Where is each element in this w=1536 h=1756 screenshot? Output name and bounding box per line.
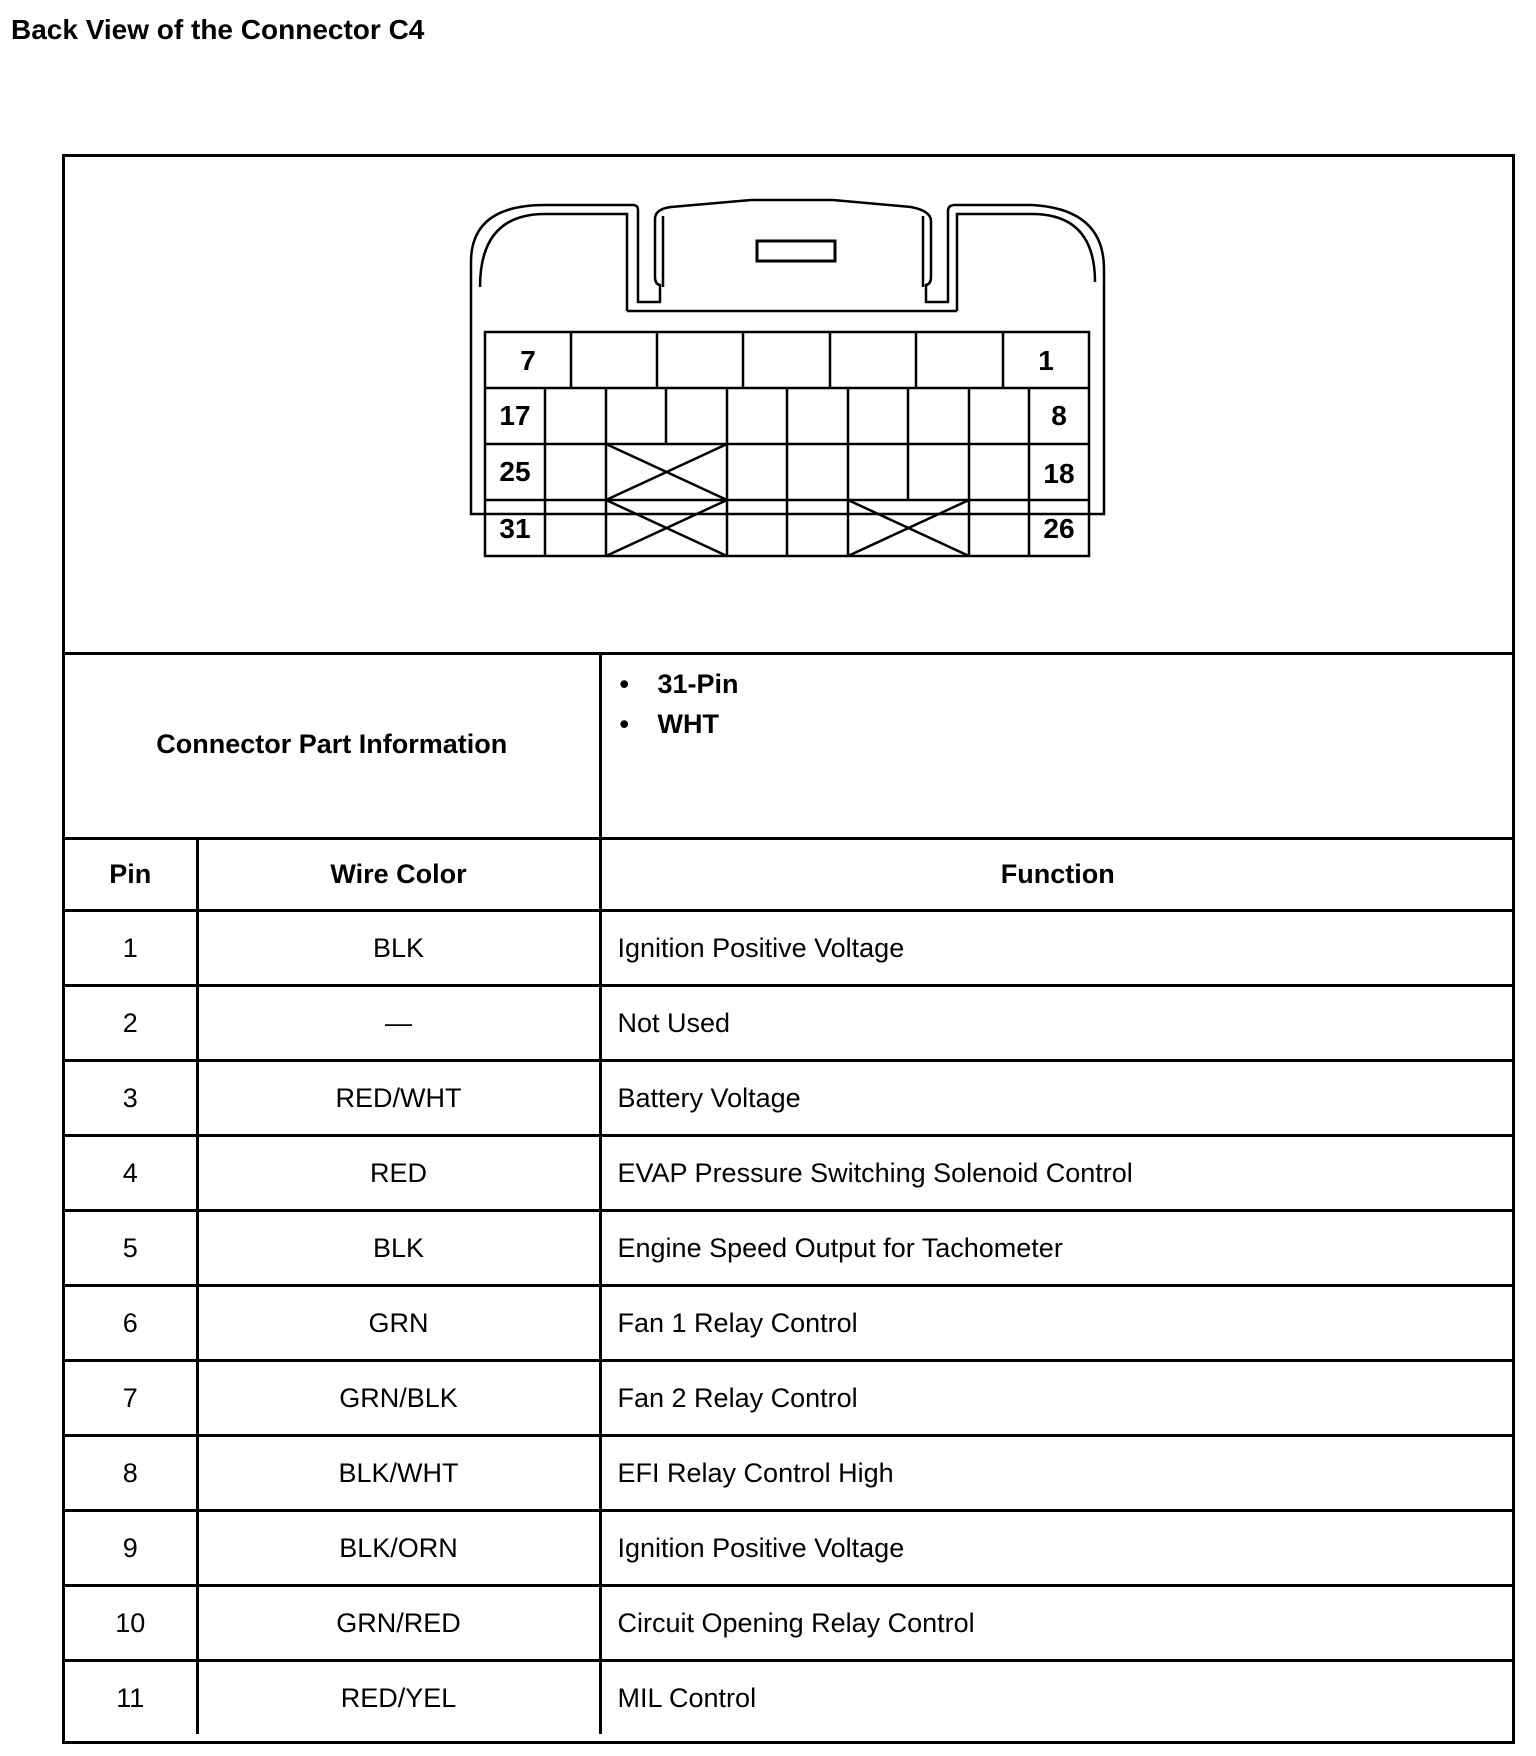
wire-color-cell: BLK/ORN — [197, 1511, 600, 1586]
pin-cell: 2 — [65, 986, 197, 1061]
bullet: • — [619, 669, 629, 699]
pin-cell: 8 — [65, 1436, 197, 1511]
part-info-item: • 31-Pin — [602, 664, 1514, 704]
table-row — [65, 1061, 1514, 1136]
table-row — [65, 1286, 1514, 1361]
connector-sheet — [62, 154, 1514, 1744]
pin-label-26: 26 — [1043, 513, 1075, 544]
function-cell: EVAP Pressure Switching Solenoid Control — [600, 1136, 1514, 1211]
wire-color-cell: RED/YEL — [197, 1661, 600, 1735]
table-row — [65, 1211, 1514, 1286]
connector-housing-inner — [480, 214, 627, 311]
wire-color-cell: BLK — [197, 911, 600, 986]
pin-cell: 5 — [65, 1211, 197, 1286]
function-cell: Circuit Opening Relay Control — [600, 1586, 1514, 1661]
table-row — [65, 1586, 1514, 1661]
table-row — [65, 1361, 1514, 1436]
bullet: • — [619, 709, 629, 739]
wire-color-cell: — — [197, 986, 600, 1061]
connector-diagram — [65, 157, 1514, 652]
page-title: Back View of the Connector C4 — [11, 14, 425, 45]
part-info-details — [600, 652, 1514, 839]
function-cell: Fan 2 Relay Control — [600, 1361, 1514, 1436]
part-info-row — [65, 652, 1514, 839]
function-cell: Ignition Positive Voltage — [600, 1511, 1514, 1586]
latch-slot — [757, 241, 835, 261]
pin-label-25: 25 — [499, 456, 531, 487]
wire-color-cell: GRN — [197, 1286, 600, 1361]
pin-label-17: 17 — [499, 400, 531, 431]
table-row — [65, 1136, 1514, 1211]
pin-cell: 10 — [65, 1586, 197, 1661]
pin-label-18: 18 — [1043, 458, 1075, 489]
table-row — [65, 986, 1514, 1061]
wire-color-cell: RED — [197, 1136, 600, 1211]
header-function: Function — [600, 839, 1514, 911]
part-info-item: • WHT — [602, 704, 1514, 744]
wire-color-cell: GRN/RED — [197, 1586, 600, 1661]
table-row — [65, 1511, 1514, 1586]
pin-label-31: 31 — [499, 513, 531, 544]
table-row — [65, 1436, 1514, 1511]
wire-color-cell: BLK — [197, 1211, 600, 1286]
function-cell: Ignition Positive Voltage — [600, 911, 1514, 986]
pin-label-7: 7 — [520, 345, 536, 376]
pin-cell: 6 — [65, 1286, 197, 1361]
pin-cell: 7 — [65, 1361, 197, 1436]
wire-color-cell: BLK/WHT — [197, 1436, 600, 1511]
header-wire-color: Wire Color — [197, 839, 600, 911]
connector-diagram-area — [65, 157, 1514, 655]
function-cell: MIL Control — [617, 1682, 757, 1713]
table-row — [65, 911, 1514, 986]
pin-cell: 11 — [65, 1661, 197, 1735]
pin-label-8: 8 — [1051, 400, 1067, 431]
pin-table — [65, 652, 1514, 1734]
pin-cell: 9 — [65, 1511, 197, 1586]
pin-cell: 1 — [65, 911, 197, 986]
pin-label-1: 1 — [1038, 345, 1054, 376]
pin-cell: 3 — [65, 1061, 197, 1136]
function-cell: EFI Relay Control High — [600, 1436, 1514, 1511]
header-pin: Pin — [65, 839, 197, 911]
function-cell: Fan 1 Relay Control — [600, 1286, 1514, 1361]
function-cell: Engine Speed Output for Tachometer — [600, 1211, 1514, 1286]
wire-color-cell: GRN/BLK — [197, 1361, 600, 1436]
function-cell: Not Used — [600, 986, 1514, 1061]
function-cell: Battery Voltage — [600, 1061, 1514, 1136]
table-header-row — [65, 839, 1514, 911]
table-row — [65, 1661, 1514, 1735]
part-info-label: Connector Part Information — [65, 652, 600, 839]
pin-cell: 4 — [65, 1136, 197, 1211]
wire-color-cell: RED/WHT — [197, 1061, 600, 1136]
